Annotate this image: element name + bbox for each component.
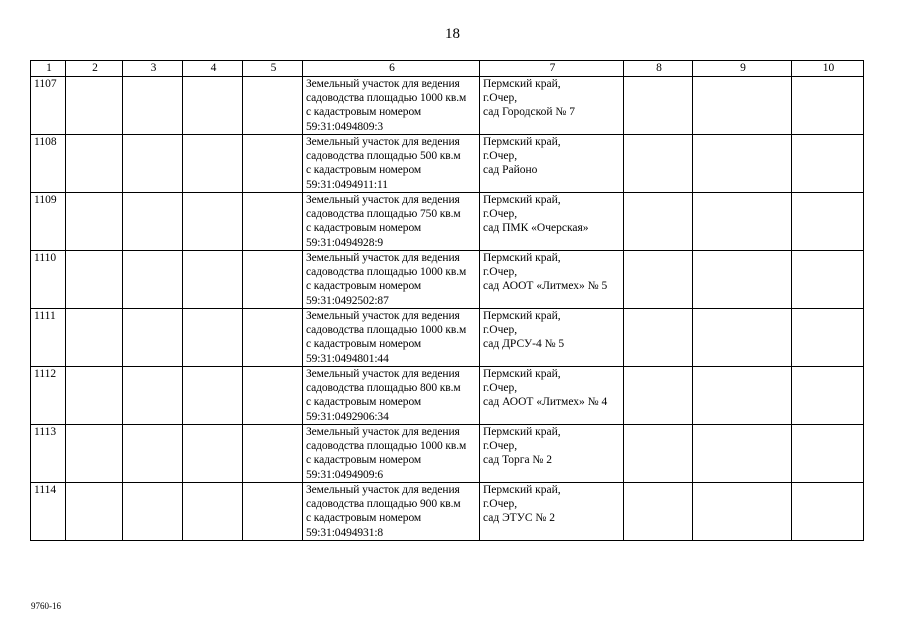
empty-cell: [123, 193, 183, 251]
empty-cell: [66, 425, 123, 483]
table-row: [31, 483, 864, 541]
empty-cell: [66, 367, 123, 425]
description-line: с кадастровым номером: [306, 512, 422, 525]
empty-cell: [183, 425, 243, 483]
column-header: 1: [31, 61, 66, 77]
address-line: Пермский край,: [483, 426, 561, 438]
description-cell: [303, 135, 480, 193]
column-header: 5: [243, 61, 303, 77]
table-row: [31, 309, 864, 367]
empty-cell: [243, 77, 303, 135]
empty-cell: [66, 251, 123, 309]
empty-cell: [183, 135, 243, 193]
description-cell: [303, 367, 480, 425]
empty-cell: [624, 367, 693, 425]
description-line: Земельный участок для ведения: [306, 368, 460, 380]
empty-cell: [66, 77, 123, 135]
table-row: [31, 251, 864, 309]
description-line: 59:31:0494928:9: [306, 236, 384, 249]
empty-cell: [123, 251, 183, 309]
address-cell: [480, 309, 624, 367]
empty-cell: [243, 251, 303, 309]
description-line: 59:31:0494931:8: [306, 526, 384, 539]
description-line: садоводства площадью 750 кв.м: [306, 208, 461, 221]
empty-cell: [243, 425, 303, 483]
empty-cell: [693, 77, 792, 135]
table-row: [31, 425, 864, 483]
empty-cell: [123, 309, 183, 367]
address-line: г.Очер,: [483, 382, 518, 395]
table-row: [31, 193, 864, 251]
description-line: с кадастровым номером: [306, 164, 422, 177]
address-cell: [480, 367, 624, 425]
description-line: садоводства площадью 800 кв.м: [306, 382, 461, 395]
empty-cell: [624, 483, 693, 541]
empty-cell: [123, 77, 183, 135]
empty-cell: [624, 251, 693, 309]
address-line: сад Городской № 7: [483, 106, 575, 119]
address-line: сад Торга № 2: [483, 454, 553, 467]
description-line: 59:31:0494911:11: [306, 178, 388, 191]
empty-cell: [624, 425, 693, 483]
address-line: Пермский край,: [483, 136, 561, 148]
empty-cell: [243, 309, 303, 367]
empty-cell: [792, 193, 864, 251]
address-line: г.Очер,: [483, 440, 518, 453]
row-number-cell: 1110: [31, 251, 66, 309]
description-line: Земельный участок для ведения: [306, 78, 460, 90]
column-header: 3: [123, 61, 183, 77]
empty-cell: [693, 483, 792, 541]
empty-cell: [693, 135, 792, 193]
description-line: 59:31:0494909:6: [306, 468, 384, 481]
empty-cell: [66, 135, 123, 193]
empty-cell: [243, 483, 303, 541]
empty-cell: [243, 193, 303, 251]
empty-cell: [123, 483, 183, 541]
description-line: с кадастровым номером: [306, 106, 422, 119]
empty-cell: [624, 309, 693, 367]
empty-cell: [624, 193, 693, 251]
address-line: г.Очер,: [483, 266, 518, 279]
address-line: сад Районо: [483, 164, 538, 177]
address-line: Пермский край,: [483, 78, 561, 90]
description-line: садоводства площадью 500 кв.м: [306, 150, 461, 163]
registry-table: [30, 60, 864, 541]
empty-cell: [183, 193, 243, 251]
empty-cell: [123, 135, 183, 193]
description-line: Земельный участок для ведения: [306, 194, 460, 206]
row-number-cell: 1113: [31, 425, 66, 483]
empty-cell: [183, 251, 243, 309]
column-header: 10: [792, 61, 864, 77]
column-header: 7: [480, 61, 624, 77]
description-cell: [303, 193, 480, 251]
empty-cell: [183, 483, 243, 541]
empty-cell: [693, 309, 792, 367]
empty-cell: [693, 367, 792, 425]
header-row: [31, 61, 864, 77]
empty-cell: [183, 77, 243, 135]
column-header: 8: [624, 61, 693, 77]
empty-cell: [792, 309, 864, 367]
description-line: садоводства площадью 900 кв.м: [306, 498, 461, 511]
column-header: 2: [66, 61, 123, 77]
empty-cell: [792, 425, 864, 483]
description-cell: [303, 425, 480, 483]
address-line: г.Очер,: [483, 208, 518, 221]
description-line: Земельный участок для ведения: [306, 252, 460, 264]
address-line: Пермский край,: [483, 310, 561, 322]
document-code: 9760-16: [31, 601, 61, 611]
empty-cell: [792, 135, 864, 193]
empty-cell: [693, 425, 792, 483]
empty-cell: [624, 77, 693, 135]
row-number-cell: 1111: [31, 309, 66, 367]
description-line: с кадастровым номером: [306, 454, 422, 467]
address-line: сад АООТ «Литмех» № 4: [483, 396, 608, 409]
table-row: [31, 77, 864, 135]
address-line: Пермский край,: [483, 194, 561, 206]
column-header: 6: [303, 61, 480, 77]
empty-cell: [183, 309, 243, 367]
table-row: [31, 367, 864, 425]
row-number-cell: 1114: [31, 483, 66, 541]
empty-cell: [693, 193, 792, 251]
address-line: Пермский край,: [483, 484, 561, 496]
row-number-cell: 1109: [31, 193, 66, 251]
description-cell: [303, 251, 480, 309]
address-line: сад ДРСУ-4 № 5: [483, 338, 565, 351]
empty-cell: [792, 251, 864, 309]
empty-cell: [693, 251, 792, 309]
address-line: сад АООТ «Литмех» № 5: [483, 280, 608, 293]
table-row: [31, 135, 864, 193]
address-line: г.Очер,: [483, 498, 518, 511]
empty-cell: [243, 135, 303, 193]
description-line: Земельный участок для ведения: [306, 484, 460, 496]
address-cell: [480, 251, 624, 309]
description-line: 59:31:0492906:34: [306, 410, 389, 423]
description-cell: [303, 483, 480, 541]
empty-cell: [624, 135, 693, 193]
empty-cell: [792, 77, 864, 135]
page-number: 18: [445, 26, 460, 42]
address-cell: [480, 193, 624, 251]
description-line: с кадастровым номером: [306, 396, 422, 409]
empty-cell: [792, 483, 864, 541]
address-line: Пермский край,: [483, 252, 561, 264]
description-line: садоводства площадью 1000 кв.м: [306, 266, 467, 279]
description-line: садоводства площадью 1000 кв.м: [306, 92, 467, 105]
empty-cell: [66, 483, 123, 541]
description-line: садоводства площадью 1000 кв.м: [306, 440, 467, 453]
description-line: с кадастровым номером: [306, 222, 422, 235]
description-line: Земельный участок для ведения: [306, 426, 460, 438]
row-number-cell: 1108: [31, 135, 66, 193]
row-number-cell: 1107: [31, 77, 66, 135]
address-line: г.Очер,: [483, 150, 518, 163]
description-line: садоводства площадью 1000 кв.м: [306, 324, 467, 337]
empty-cell: [123, 367, 183, 425]
description-line: Земельный участок для ведения: [306, 310, 460, 322]
address-line: г.Очер,: [483, 324, 518, 337]
address-cell: [480, 135, 624, 193]
address-line: сад ЭТУС № 2: [483, 512, 555, 525]
address-line: сад ПМК «Очерская»: [483, 222, 589, 235]
address-cell: [480, 77, 624, 135]
row-number-cell: 1112: [31, 367, 66, 425]
empty-cell: [66, 193, 123, 251]
column-header: 4: [183, 61, 243, 77]
address-cell: [480, 483, 624, 541]
description-line: 59:31:0492502:87: [306, 294, 389, 307]
description-cell: [303, 77, 480, 135]
description-line: 59:31:0494809:3: [306, 120, 384, 133]
empty-cell: [243, 367, 303, 425]
address-line: г.Очер,: [483, 92, 518, 105]
description-line: 59:31:0494801:44: [306, 352, 389, 365]
address-line: Пермский край,: [483, 368, 561, 380]
empty-cell: [792, 367, 864, 425]
empty-cell: [123, 425, 183, 483]
address-cell: [480, 425, 624, 483]
column-header: 9: [693, 61, 792, 77]
description-line: Земельный участок для ведения: [306, 136, 460, 148]
description-line: с кадастровым номером: [306, 338, 422, 351]
description-line: с кадастровым номером: [306, 280, 422, 293]
description-cell: [303, 309, 480, 367]
table-body: [31, 77, 864, 541]
empty-cell: [183, 367, 243, 425]
empty-cell: [66, 309, 123, 367]
